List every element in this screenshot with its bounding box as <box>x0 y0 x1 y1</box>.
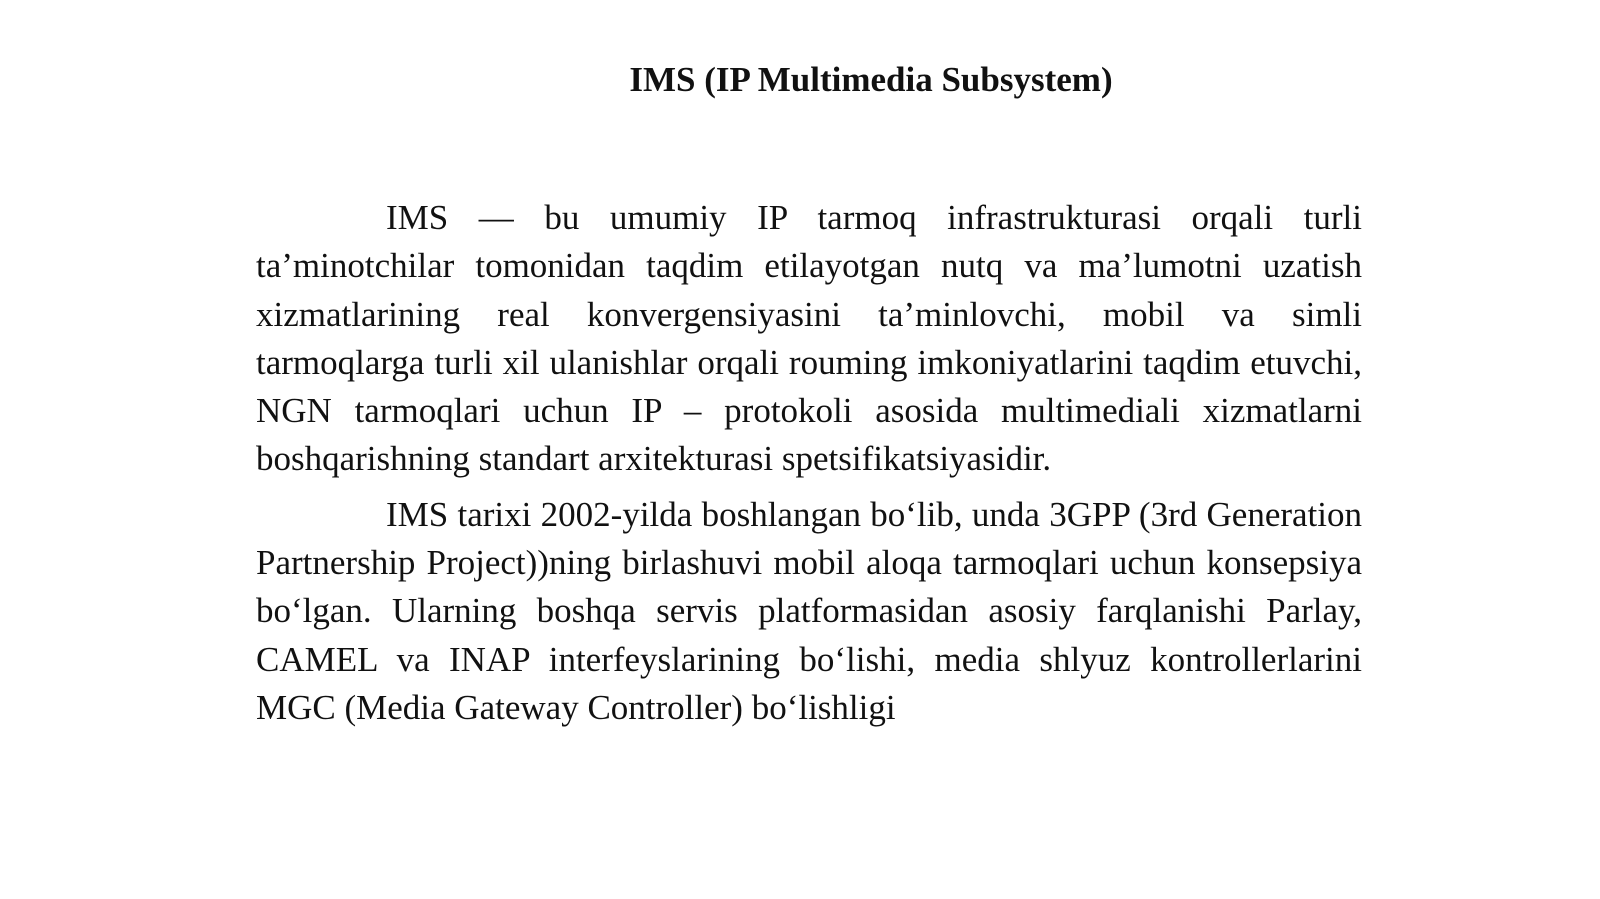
paragraph-ims-definition: IMS — bu umumiy IP tarmoq infrastrukturasi orqali turli ta’minotchilar tomonidan taqdim etilayotgan nutq va ma’lumotni uzatish xizmatlarining real konvergensiyasini ta’minlovchi, mobil va simli tarmoqlarga turli xil ulanishlar orqali rouming imkoniyatlarini taqdim etuvchi, NGN tarmoqlari uchun IP – protokoli asosida multimediali xizmatlarni boshqarishning standart arxitekturasi spetsifikatsiyasidir. <box>256 198 1362 479</box>
slide-body <box>256 194 1362 732</box>
slide-title: IMS (IP Multimedia Subsystem) <box>629 60 1113 99</box>
paragraph-ims-history: IMS tarixi 2002-yilda boshlangan bo‘lib, unda 3GPP (3rd Generation Partnership Project))ning birlashuvi mobil aloqa tarmoqlari uchun konsepsiya bo‘lgan. Ularning boshqa servis platformasidan asosiy farqlanishi Parlay, CAMEL va INAP interfeyslarining bo‘lishi, media shlyuz kontrollerlarini MGC (Media Gateway Controller) bo‘lishligi <box>256 494 1362 727</box>
